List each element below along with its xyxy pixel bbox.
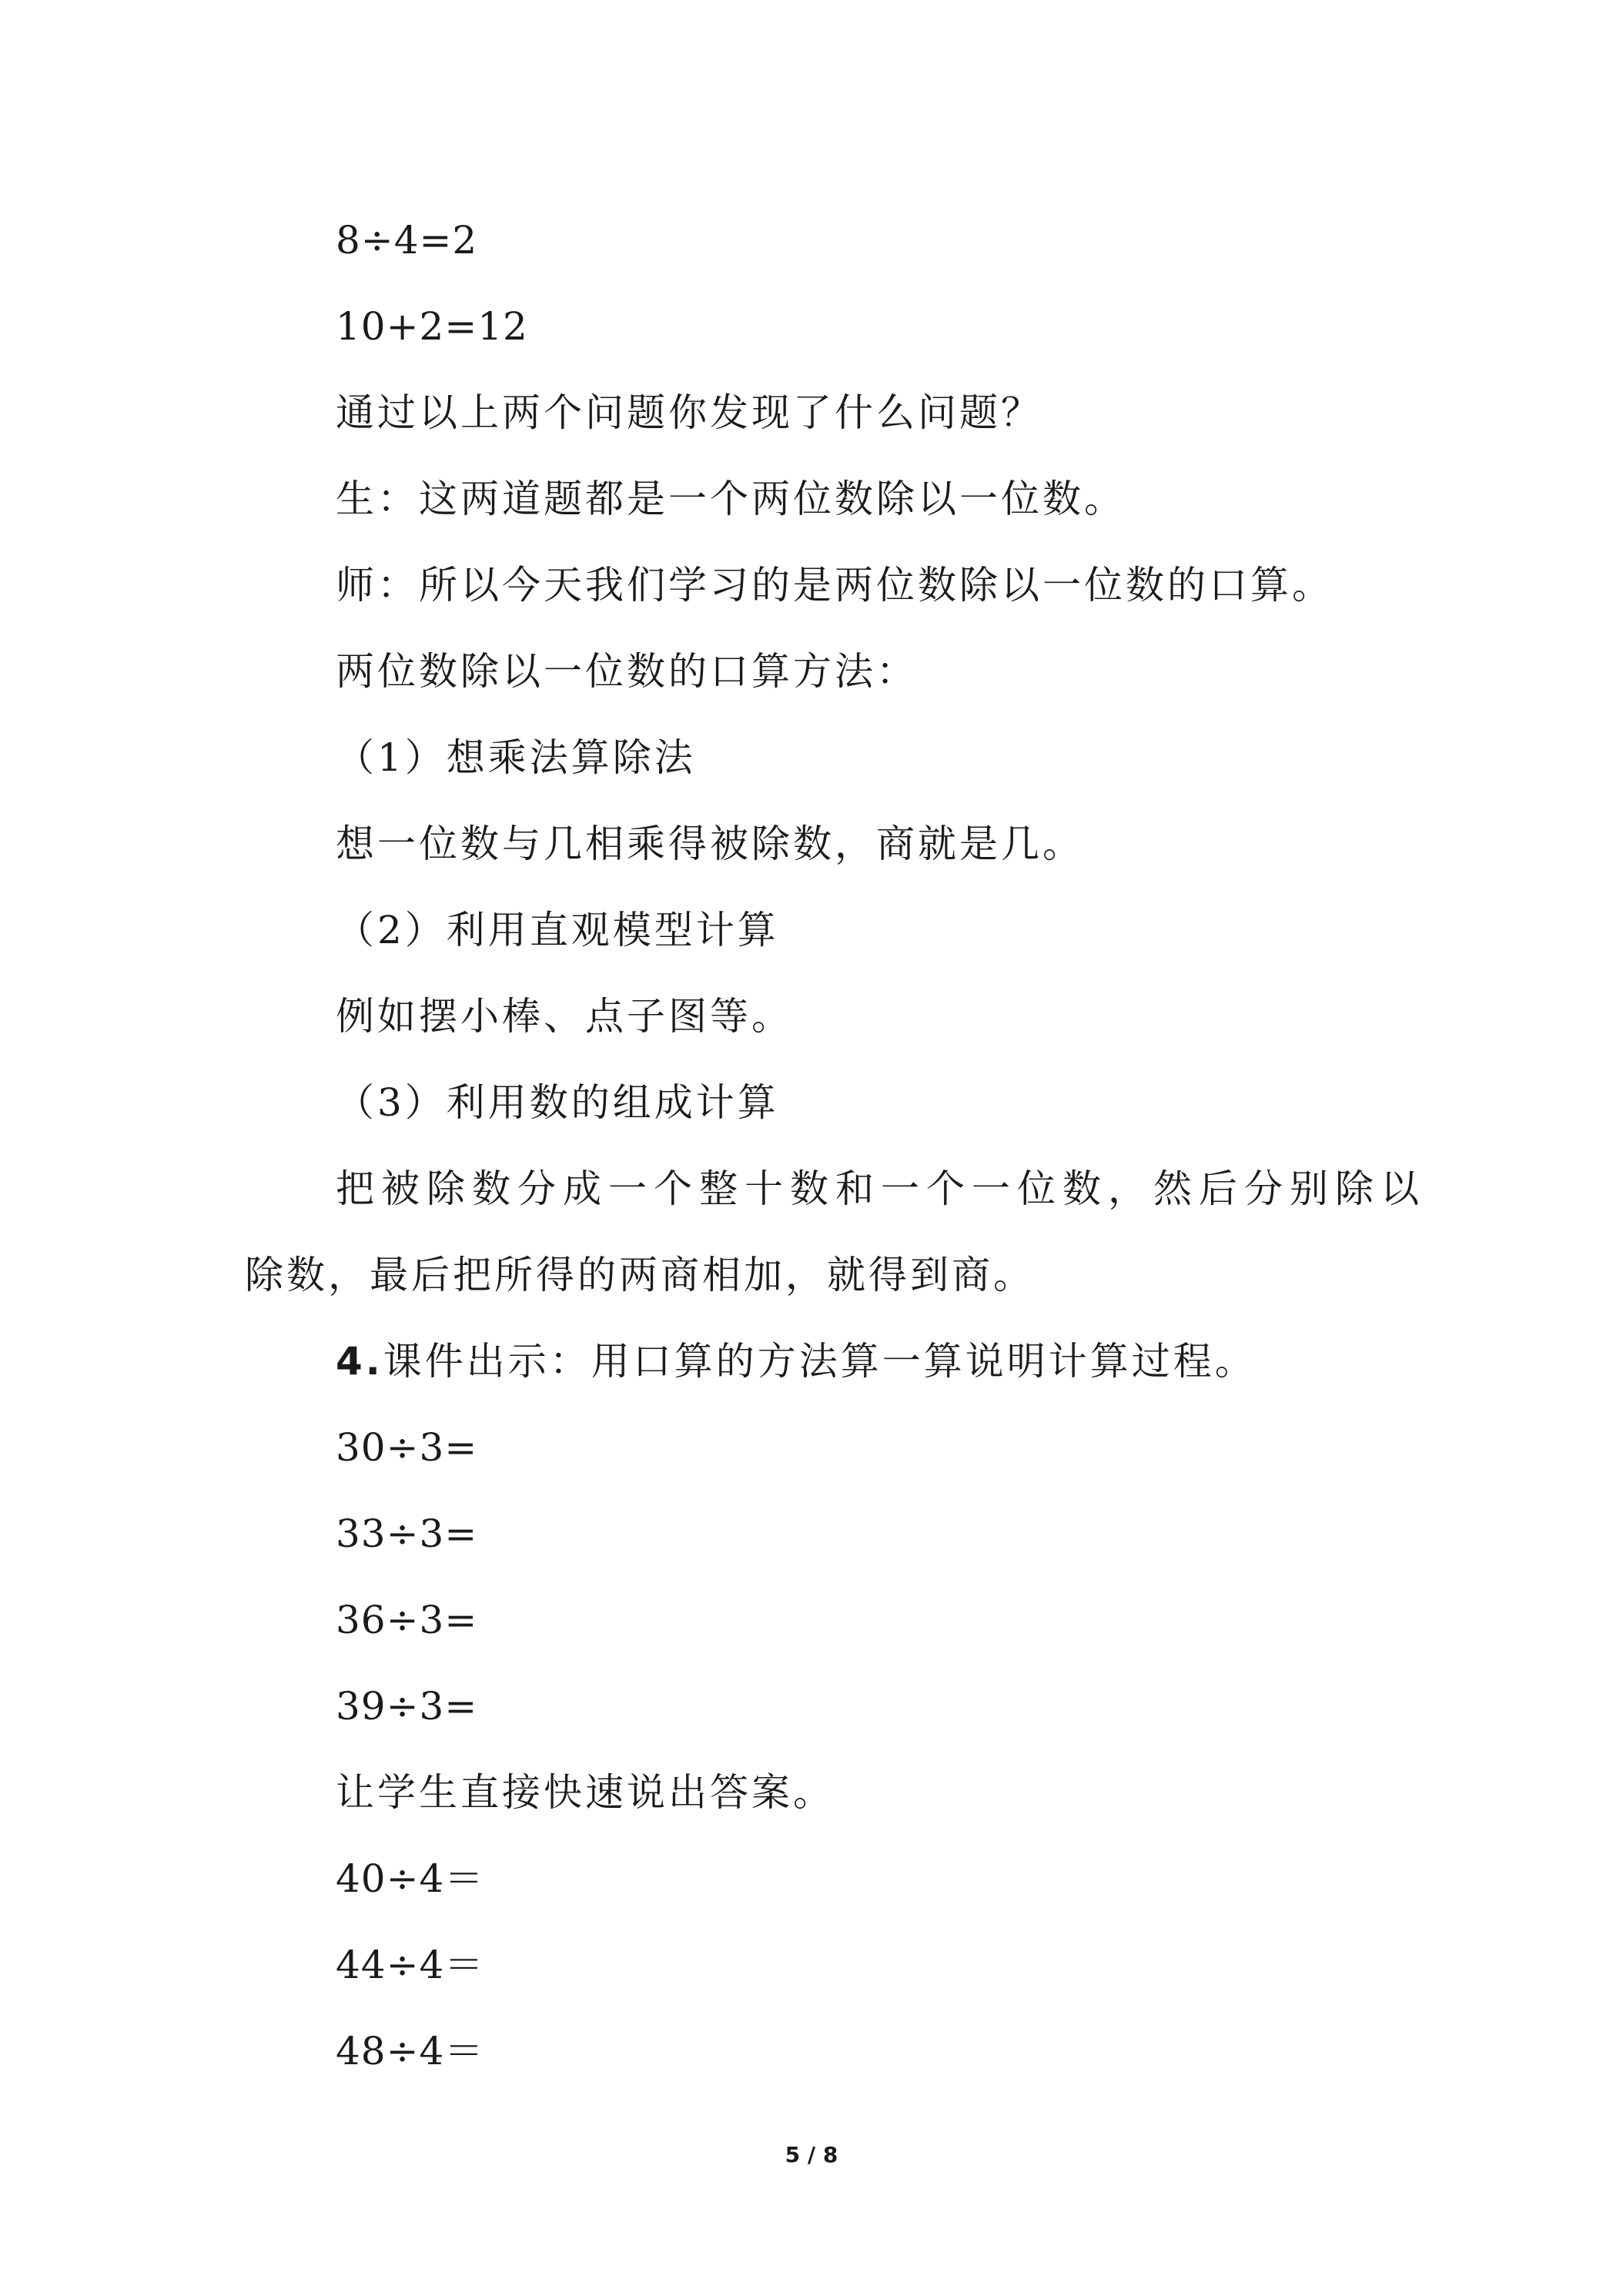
equation-line: 8÷4=2 bbox=[336, 218, 478, 263]
paragraph-line: 通过以上两个问题你发现了什么问题？ bbox=[336, 390, 1042, 435]
equation-line: 39÷3= bbox=[336, 1684, 478, 1729]
equation-line: 36÷3= bbox=[336, 1598, 478, 1642]
page-number: 5 / 8 bbox=[785, 2142, 838, 2167]
paragraph-line: 例如摆小棒、点子图等。 bbox=[336, 994, 793, 1039]
equation-line: 10+2=12 bbox=[336, 304, 528, 349]
paragraph-line: 除数，最后把所得的两商相加，就得到商。 bbox=[245, 1253, 1035, 1297]
item-number: 4. bbox=[336, 1339, 383, 1384]
paragraph-line-item-4 bbox=[336, 1338, 1257, 1384]
paragraph-line: 让学生直接快速说出答案。 bbox=[336, 1770, 835, 1815]
paragraph-line: 生：这两道题都是一个两位数除以一位数。 bbox=[336, 477, 1126, 521]
equation-line: 40÷4＝ bbox=[336, 1856, 484, 1901]
paragraph-line: 把被除数分成一个整十数和一个一位数，然后分别除以 bbox=[336, 1166, 1426, 1211]
list-heading: （1）想乘法算除法 bbox=[336, 735, 696, 780]
paragraph-line: 想一位数与几相乘得被除数，商就是几。 bbox=[336, 822, 1084, 866]
equation-line: 44÷4＝ bbox=[336, 1943, 484, 1987]
paragraph-line: 师：所以今天我们学习的是两位数除以一位数的口算。 bbox=[336, 563, 1334, 607]
equation-line: 33÷3= bbox=[336, 1511, 478, 1556]
list-heading: （2）利用直观模型计算 bbox=[336, 908, 779, 952]
list-heading: （3）利用数的组成计算 bbox=[336, 1080, 779, 1125]
item-text: 课件出示：用口算的方法算一算说明计算过程。 bbox=[383, 1339, 1257, 1384]
equation-line: 30÷3= bbox=[336, 1425, 478, 1470]
paragraph-line: 两位数除以一位数的口算方法： bbox=[336, 649, 918, 694]
equation-line: 48÷4＝ bbox=[336, 2029, 484, 2073]
